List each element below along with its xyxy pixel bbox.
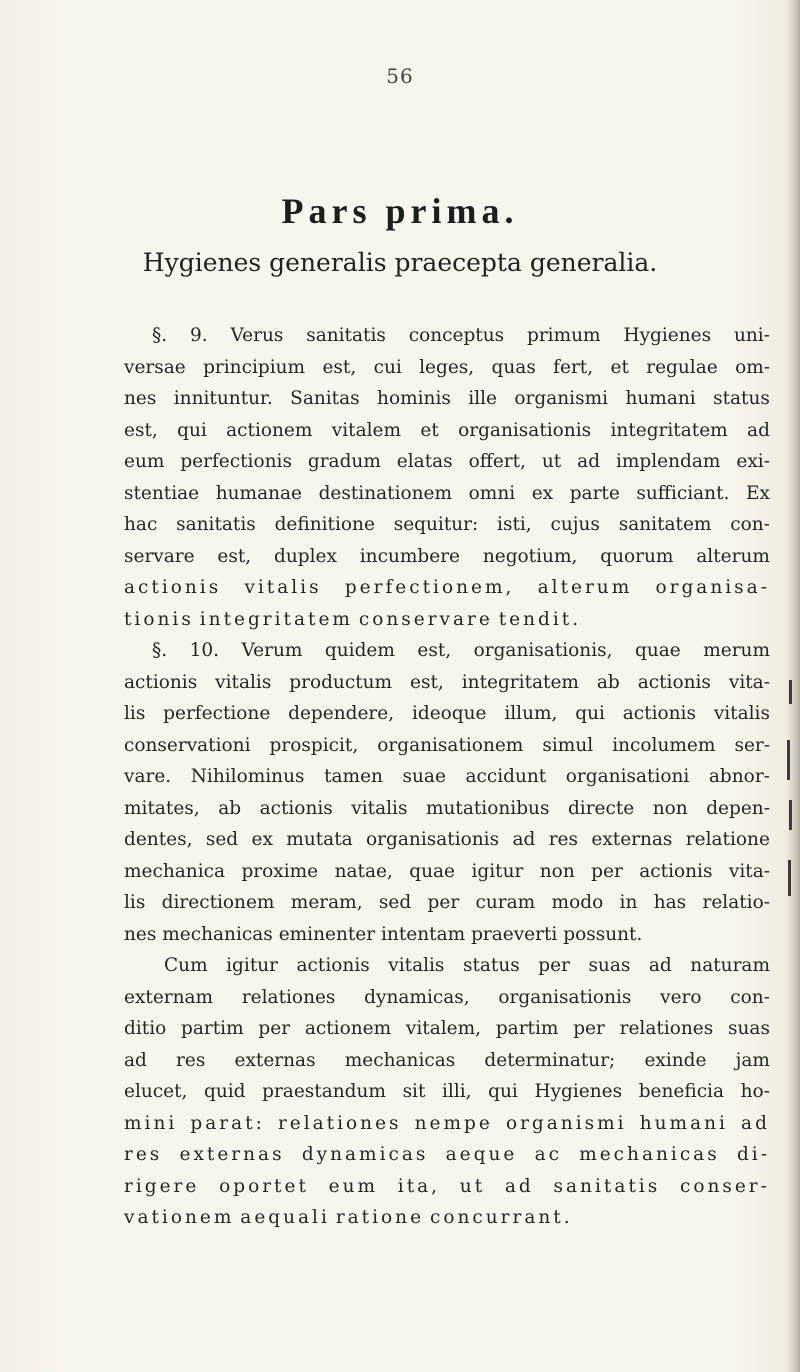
text-line: eum perfectionis gradum elatas offert, ut ad implendam exi- [124,451,770,472]
text-line: actionis vitalis productum est, integritatem ab actionis vita- [124,671,770,693]
text-line: lis perfectione dependere, ideoque illum, qui actionis vitalis [124,703,770,724]
text-line: ad res externas mechanicas determinatur; exinde jam [124,1049,770,1071]
text-line: rigere oportet eum ita, ut ad sanitatis conser- [124,1175,770,1197]
paragraph-10 [124,635,770,950]
page-number: 56 [386,64,414,88]
text-line: res externas dynamicas aeque ac mechanicas di- [124,1144,770,1165]
text-line: versae principium est, cui leges, quas fert, et regulae om- [124,356,770,378]
section-subtitle: Hygienes generalis praecepta generalia. [142,248,658,277]
text-line: mitates, ab actionis vitalis mutationibus directe non depen- [124,797,770,819]
text-line: actionis vitalis perfectionem, alterum organisa- [124,577,770,598]
text-line: mechanica proxime natae, quae igitur non per actionis vita- [124,860,770,882]
text-line: Cum igitur actionis vitalis status per suas ad naturam [164,955,770,976]
text-line: elucet, quid praestandum sit illi, qui Hygienes beneficia ho- [124,1081,770,1102]
text-line: mini parat: relationes nempe organismi humani ad [124,1112,770,1134]
edge-mark [787,740,790,780]
text-line: conservationi prospicit, organisationem simul incolumem ser- [124,734,770,756]
text-line: stentiae humanae destinationem omni ex parte sufficiant. Ex [124,482,770,504]
text-line: ditio partim per actionem vitalem, partim per relationes suas [124,1018,770,1039]
body-text [124,320,770,1234]
text-line: §. 9. Verus sanitatis conceptus primum Hygienes uni- [152,325,770,346]
text-line: externam relationes dynamicas, organisationis vero con- [124,986,770,1008]
edge-mark [788,860,791,896]
text-line: dentes, sed ex mutata organisationis ad res externas relatione [124,829,770,850]
paragraph-9 [124,320,770,635]
text-line: hac sanitatis definitione sequitur: isti, cujus sanitatem con- [124,514,770,535]
text-line: nes innituntur. Sanitas hominis ille organismi humani status [124,388,770,409]
text-line: nes mechanicas eminenter intentam praeverti possunt. [124,923,643,945]
edge-mark [789,680,792,704]
text-line: est, qui actionem vitalem et organisationis integritatem ad [124,419,770,441]
part-title: Pars prima. [281,191,519,231]
text-line: tionis integritatem conservare tendit. [124,608,582,630]
edge-mark [789,800,792,830]
text-line: §. 10. Verum quidem est, organisationis, quae merum [152,640,770,661]
text-line: vationem aequali ratione concurrant. [124,1207,573,1228]
text-line: servare est, duplex incumbere negotium, quorum alterum [124,545,770,567]
paragraph-conclusion [124,950,770,1234]
text-line: vare. Nihilominus tamen suae accidunt organisationi abnor- [124,766,770,787]
text-line: lis directionem meram, sed per curam modo in has relatio- [124,892,770,913]
